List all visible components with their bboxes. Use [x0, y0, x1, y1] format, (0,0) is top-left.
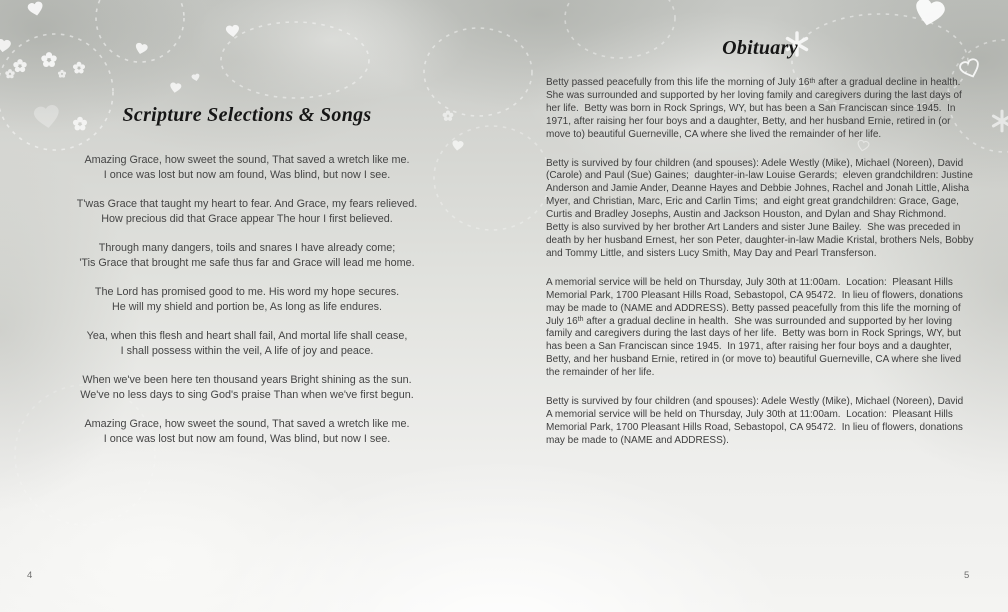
verse-line: I once was lost but now am found, Was blind, but now I see.	[103, 168, 391, 181]
obituary-title: Obituary	[722, 37, 798, 59]
verse-line: Through many dangers, toils and snares I have already come;	[98, 242, 396, 254]
verse	[57, 329, 437, 358]
obituary-paragraph: Betty is survived by four children (and spouses): Adele Westly (Mike), Michael (Noreen), David (Carole) and Paul (Sue) Gaines; daughter-in-law Louise Gerards; eleven grandchildren: Justine Anderson and Jamie Ander, Deanne Hayes and Debbie Johnes, Rachel and Jonah Little, Alisha Myer, and Christian, Marc, Eric and Carlin Tims; and eight great grandchildren: Grace, Gage, Curtis and Bradley Josephs, Austin and Jackson Houston, and Dylan and Shay Richmond. Betty is also survived by her brother Art Landers and sister June Bailey. She was preceded in death by her husband Ernest, her son Peter, daughter-in-law Madie Kristal, brothers Nels, Bobby and Tommy Little, and sisters Lucy Smith, May Day and Pearl Transferson.	[546, 157, 974, 259]
obituary-paragraph: A memorial service will be held on Thursday, July 30th at 11:00am. Location: Pleasant Hills Memorial Park, 1700 Pleasant Hills Road, Sebastopol, CA 95472. In lieu of flowers, donations may be made to (NAME and ADDRESS). Betty passed peacefully from this life the morning of July 16th after a gradual decline in health. She was surrounded and supported by her loving family and caregivers during the last days of her life. Betty was born in Rock Springs, WY, but has been a San Franciscan since 1945. In 1971, after raising her four boys and a daughter, Betty, and her husband Ernie, retired in (or move to) beautiful Guerneville, CA where she lived the remainder of her life.	[546, 276, 963, 379]
obituary-paragraph: Betty is survived by four children (and spouses): Adele Westly (Mike), Michael (Noreen), David A memorial service will be held on Thursday, July 30th at 11:00am. Location: Pleasant Hills Memorial Park, 1700 Pleasant Hills Road, Sebastopol, CA 95472. In lieu of flowers, donations may be made to (NAME and ADDRESS).	[546, 396, 964, 446]
verse-line: Yea, when this flesh and heart shall fail, And mortal life shall cease,	[86, 330, 408, 342]
page-number-left: 4	[27, 570, 33, 581]
scripture-selections-title: Scripture Selections & Songs	[122, 104, 372, 126]
verse	[57, 373, 437, 402]
verse	[57, 241, 437, 270]
obituary-paragraph: Betty passed peacefully from this life the morning of July 16th after a gradual decline in health. She was surrounded and supported by her loving family and caregivers during the last days of her life. Betty was born in Rock Springs, WY, but has been a San Franciscan since 1945. In 1971, after raising her four boys and a daughter, Betty, and her husband Ernie, retired in (or move to) beautiful Guerneville, CA where she lived the remainder of her life.	[546, 77, 964, 140]
verse	[57, 417, 437, 446]
verse-line: Amazing Grace, how sweet the sound, That saved a wretch like me.	[84, 418, 410, 430]
verse-line: When we've been here ten thousand years Bright shining as the sun.	[82, 374, 412, 386]
verse-line: He will my shield and portion be, As long as life endures.	[111, 300, 383, 313]
verse-line: 'Tis Grace that brought me safe thus far and Grace will lead me home.	[79, 256, 415, 269]
verse-line: T'was Grace that taught my heart to fear. And Grace, my fears relieved.	[76, 198, 418, 210]
verse-line: Amazing Grace, how sweet the sound, That saved a wretch like me.	[84, 154, 410, 166]
verse-line: The Lord has promised good to me. His word my hope secures.	[94, 286, 400, 298]
verse-line: I shall possess within the veil, A life of joy and peace.	[120, 344, 374, 357]
verse	[57, 285, 437, 314]
verse	[57, 197, 437, 226]
verse	[57, 153, 437, 182]
page-number-right: 5	[964, 570, 970, 581]
verse-line: We've no less days to sing God's praise Than when we've first begun.	[80, 388, 414, 401]
song-verses	[57, 153, 437, 461]
verse-line: I once was lost but now am found, Was blind, but now I see.	[103, 432, 391, 445]
verse-line: How precious did that Grace appear The hour I first believed.	[101, 212, 393, 225]
obituary-body	[546, 77, 974, 464]
